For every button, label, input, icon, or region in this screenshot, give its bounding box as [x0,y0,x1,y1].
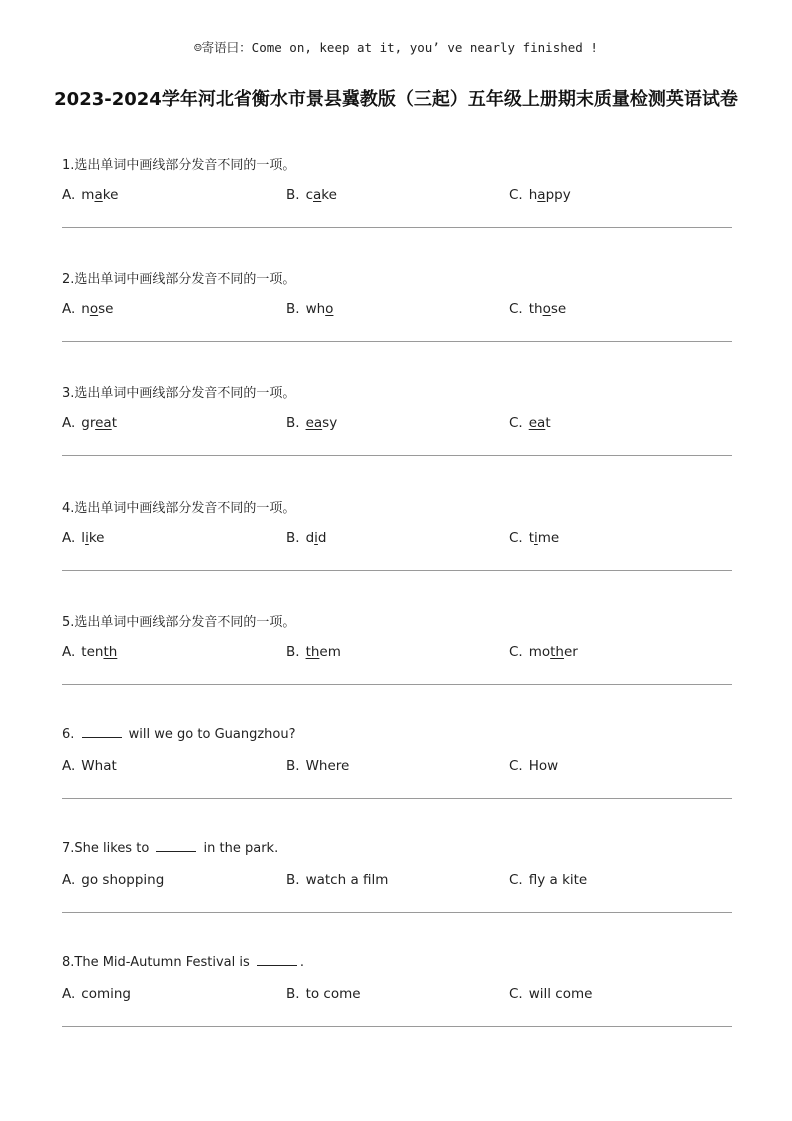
option-a[interactable]: A. go shopping [62,872,165,889]
option-a[interactable]: A. like [62,529,105,546]
underlined-part: ea [528,415,546,432]
option-b[interactable]: B. who [286,301,334,318]
question-5 [62,603,732,717]
question-list [62,146,732,1060]
option-b[interactable]: B. easy [286,415,338,432]
option-a[interactable]: A. What [62,757,117,774]
divider [62,341,732,342]
underlined-part: o [542,301,551,318]
underlined-part: o [89,301,99,318]
underlined-part: i [85,529,89,546]
option-a[interactable]: A. make [62,187,119,203]
divider [62,912,732,913]
divider [62,798,732,799]
option-b[interactable]: B. watch a film [286,872,389,889]
question-stem: 5.选出单词中画线部分发音不同的一项。 [62,614,296,630]
option-a[interactable]: A. great [62,415,118,432]
underlined-part: th [550,643,564,660]
underlined-part: th [103,643,118,660]
option-a[interactable]: A. tenth [62,643,118,660]
question-6 [62,717,732,831]
question-4 [62,489,732,603]
underlined-part: a [94,187,103,203]
option-c[interactable]: C. fly a kite [509,872,588,889]
option-c[interactable]: C. How [509,757,559,774]
option-c[interactable]: C. mother [509,643,578,660]
option-b[interactable]: B. cake [286,187,337,203]
option-c[interactable]: C. eat [509,415,551,432]
divider [62,1026,732,1027]
question-stem: 8.The Mid-Autumn Festival is . [62,955,305,971]
question-7 [62,831,732,945]
underlined-part: a [313,187,322,203]
page-title: 2023-2024学年河北省衡水市景县冀教版（三起）五年级上册期末质量检测英语试卷 [54,89,738,110]
divider [62,684,732,685]
underlined-part: a [537,187,546,203]
underlined-part: i [534,529,538,546]
option-c[interactable]: C. happy [509,187,571,203]
question-stem: 4.选出单词中画线部分发音不同的一项。 [62,500,296,516]
option-a[interactable]: A. nose [62,301,114,318]
question-stem: 1.选出单词中画线部分发音不同的一项。 [62,158,296,173]
option-c[interactable]: C. those [509,301,567,318]
underlined-part: th [305,643,320,660]
question-8 [62,945,732,1059]
underlined-part: ea [95,415,112,432]
question-stem: 2.选出单词中画线部分发音不同的一项。 [62,272,296,288]
header-motto: ☺寄语曰：Come on, keep at it, you’ ve nearly finished ! [194,40,598,55]
question-1 [62,146,732,260]
question-stem: 7.She likes to in the park. [62,841,279,857]
divider [62,227,732,228]
divider [62,570,732,571]
question-2 [62,260,732,374]
answer-blank[interactable] [257,953,297,966]
option-b[interactable]: B. Where [286,757,350,774]
option-b[interactable]: B. to come [286,986,361,1003]
divider [62,455,732,456]
question-stem: 3.选出单词中画线部分发音不同的一项。 [62,386,296,402]
underlined-part: ea [305,415,323,432]
option-c[interactable]: C. time [509,529,560,546]
option-b[interactable]: B. them [286,643,341,660]
option-b[interactable]: B. did [286,529,327,546]
answer-blank[interactable] [156,839,196,852]
question-3 [62,374,732,488]
question-stem: 6. will we go to Guangzhou? [62,726,296,742]
option-c[interactable]: C. will come [509,986,593,1003]
underlined-part: o [325,301,334,318]
option-a[interactable]: A. coming [62,986,132,1003]
answer-blank[interactable] [82,725,122,738]
underlined-part: i [314,529,318,546]
